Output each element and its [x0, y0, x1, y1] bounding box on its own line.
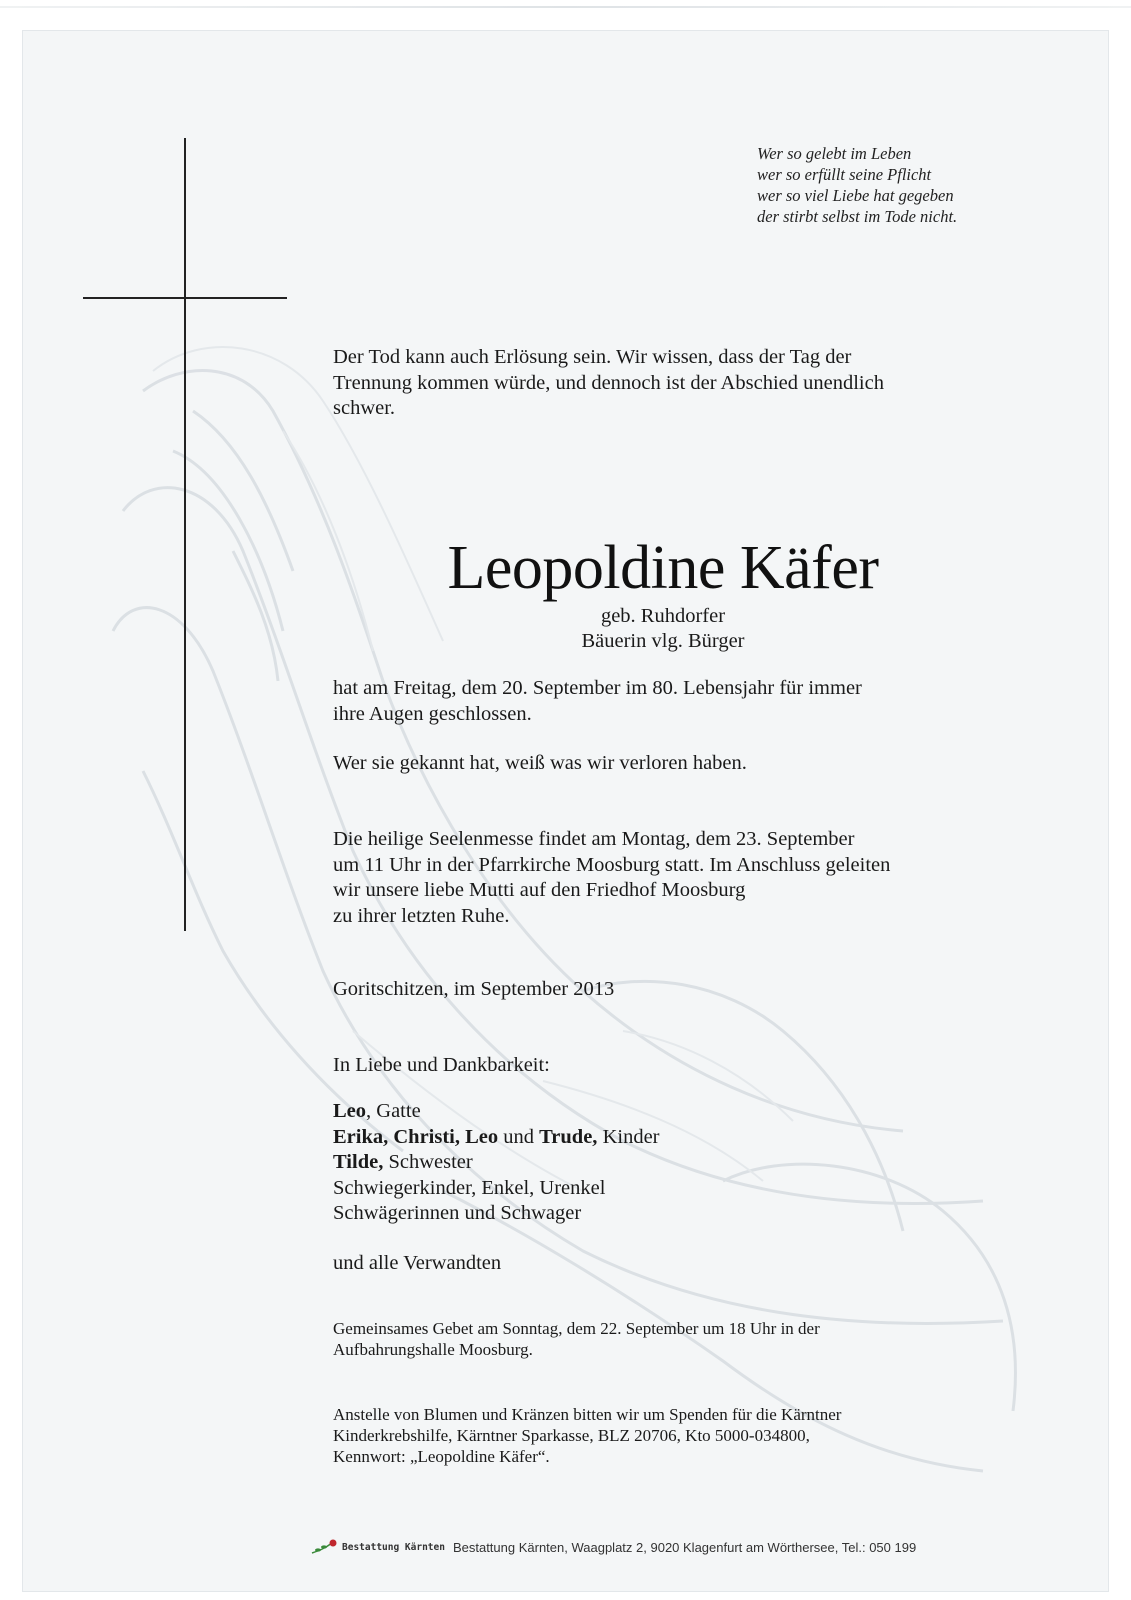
- poem-line: der stirbt selbst im Tode nicht.: [757, 207, 958, 226]
- funeral-home-logo: [310, 1537, 445, 1557]
- mourner-line: [333, 1125, 973, 1151]
- poem: [757, 143, 1017, 227]
- donation-line: Kennwort: „Leopoldine Käfer“.: [333, 1447, 550, 1466]
- intro-line: schwer.: [333, 397, 396, 419]
- mourner-relation: Kinder: [597, 1125, 660, 1148]
- mourner-name: Erika, Christi, Leo: [333, 1125, 499, 1148]
- relatives-line: und alle Verwandten: [333, 1252, 502, 1274]
- poem-line: wer so viel Liebe hat gegeben: [757, 186, 954, 205]
- deceased-name: Leopoldine Käfer: [447, 534, 879, 602]
- mourner-line: Schwiegerkinder, Enkel, Urenkel: [333, 1176, 606, 1199]
- mourner-name: Trude,: [539, 1125, 598, 1148]
- funeral-home-address: Bestattung Kärnten, Waagplatz 2, 9020 Klagenfurt am Wörthersee, Tel.: 050 199: [452, 1539, 917, 1555]
- remembrance-line: Wer sie gekannt hat, weiß was wir verloren haben.: [333, 752, 747, 774]
- mass-line: zu ihrer letzten Ruhe.: [333, 904, 510, 927]
- poem-line: wer so erfüllt seine Pflicht: [757, 165, 932, 184]
- mourner-name: Tilde,: [333, 1151, 384, 1173]
- intro-paragraph: [333, 345, 973, 422]
- poem-line: Wer so gelebt im Leben: [757, 144, 912, 163]
- cross-vertical-bar: [184, 138, 186, 931]
- donation-line: Anstelle von Blumen und Kränzen bitten wir um Spenden für die Kärntner: [333, 1405, 842, 1424]
- mourners-heading: In Liebe und Dankbarkeit:: [333, 1054, 550, 1076]
- mass-line: um 11 Uhr in der Pfarrkirche Moosburg statt. Im Anschluss geleiten: [333, 853, 891, 876]
- death-notice-line: ihre Augen geschlossen.: [333, 702, 532, 725]
- top-rule: [0, 6, 1131, 8]
- death-notice-line: hat am Freitag, dem 20. September im 80. Lebensjahr für immer: [333, 677, 862, 699]
- mourner-relation: Schwester: [383, 1151, 473, 1173]
- mass-paragraph: [333, 827, 973, 929]
- intro-line: Trennung kommen würde, und dennoch ist der Abschied unendlich: [333, 371, 884, 394]
- mass-line: Die heilige Seelenmesse findet am Montag, dem 23. September: [333, 828, 855, 850]
- intro-line: Der Tod kann auch Erlösung sein. Wir wissen, dass der Tag der: [333, 346, 852, 368]
- occupation: Bäuerin vlg. Bürger: [581, 630, 745, 652]
- prayer-line: Gemeinsames Gebet am Sonntag, dem 22. September um 18 Uhr in der: [333, 1319, 820, 1338]
- place-date: Goritschitzen, im September 2013: [333, 978, 615, 1000]
- mourner-name: Leo: [333, 1100, 367, 1122]
- mourner-line: [333, 1150, 973, 1176]
- logo-text: Bestattung Kärnten: [342, 1541, 445, 1553]
- obituary-card: [22, 30, 1109, 1592]
- donation-paragraph: [333, 1404, 973, 1467]
- mourner-line: [333, 1099, 973, 1125]
- prayer-line: Aufbahrungshalle Moosburg.: [333, 1340, 533, 1359]
- mourner-relation: , Gatte: [366, 1100, 421, 1122]
- donation-line: Kinderkrebshilfe, Kärntner Sparkasse, BLZ 20706, Kto 5000-034800,: [333, 1426, 810, 1445]
- death-notice: [333, 676, 973, 727]
- prayer-paragraph: [333, 1318, 973, 1360]
- mourner-line: Schwägerinnen und Schwager: [333, 1202, 582, 1224]
- mourners-list: [333, 1099, 973, 1227]
- mass-line: wir unsere liebe Mutti auf den Friedhof Moosburg: [333, 879, 746, 901]
- mourner-connector: und: [498, 1125, 540, 1148]
- rose-logo-icon: [310, 1537, 338, 1557]
- footer: [310, 1534, 916, 1560]
- birth-name: geb. Ruhdorfer: [600, 605, 726, 627]
- cross-horizontal-bar: [83, 297, 287, 299]
